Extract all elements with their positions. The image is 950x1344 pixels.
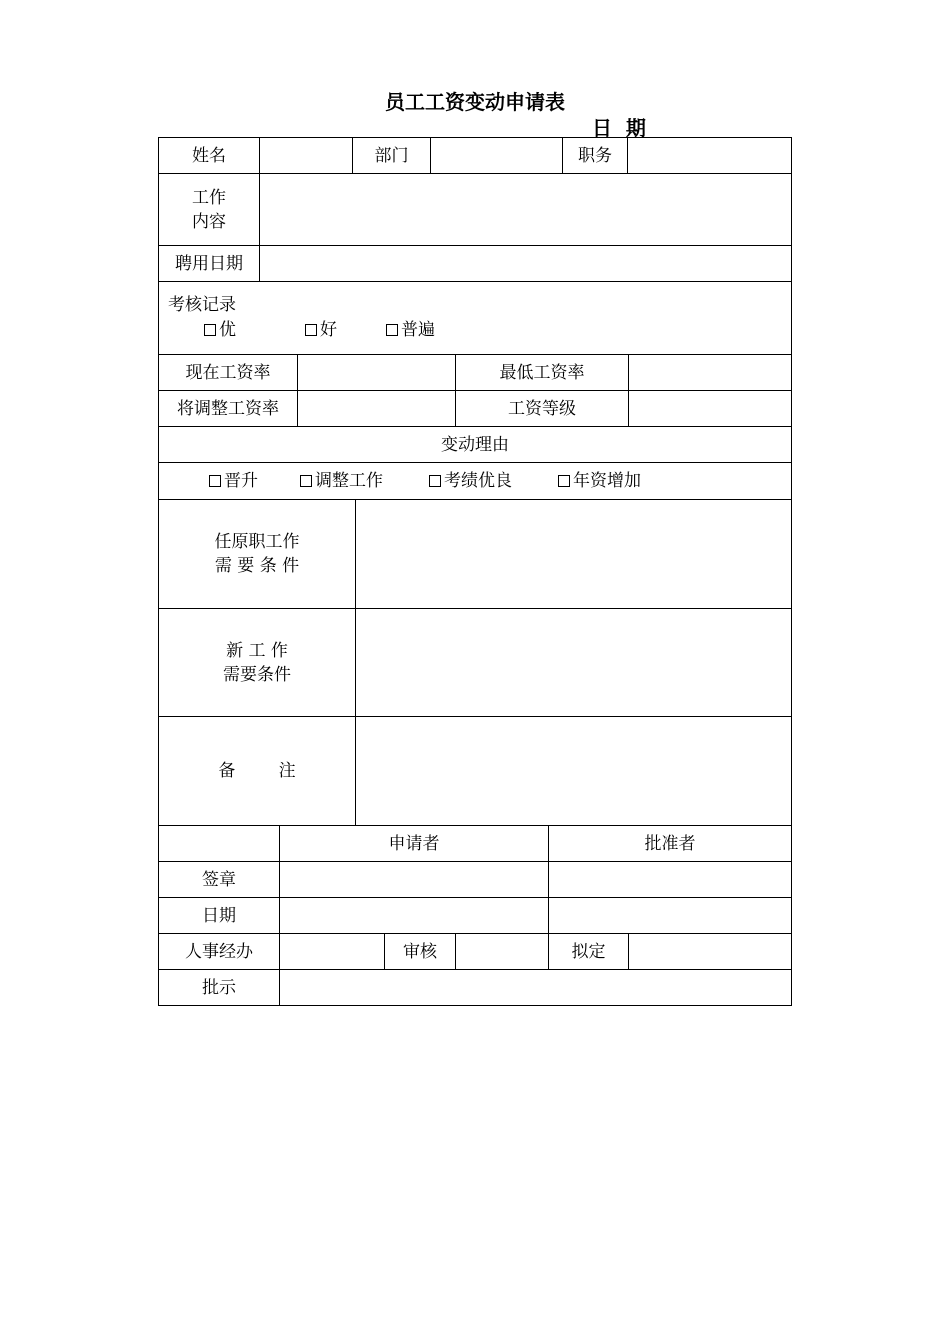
remarks-label: 备 注 — [158, 716, 355, 825]
date-heading: 日 期 — [592, 116, 646, 140]
review-label: 审核 — [384, 933, 455, 969]
original-job-label-line1: 任原职工作 — [214, 532, 300, 552]
name-label: 姓名 — [158, 137, 259, 173]
position-label: 职务 — [562, 137, 627, 173]
draft-label: 拟定 — [548, 933, 628, 969]
option-label: 考绩优良 — [444, 471, 512, 491]
hr-handler-label: 人事经办 — [158, 933, 279, 969]
min-wage-label: 最低工资率 — [455, 354, 628, 390]
original-job-label-line2: 需 要 条 件 — [214, 556, 300, 576]
table-frame — [158, 137, 792, 1006]
new-job-label-line1: 新 工 作 — [226, 640, 288, 661]
option-label: 调整工作 — [315, 471, 383, 491]
instruction-label: 批示 — [158, 969, 279, 1006]
change-reason-label: 变动理由 — [158, 426, 791, 462]
approver-label: 批准者 — [548, 825, 791, 861]
adjusted-wage-label: 将调整工资率 — [158, 390, 297, 426]
hire-date-label: 聘用日期 — [158, 245, 259, 281]
signature-label: 签章 — [158, 861, 279, 897]
assessment-label: 考核记录 — [168, 295, 236, 315]
work-content-label-line2: 内容 — [192, 211, 226, 232]
option-label: 好 — [320, 320, 337, 340]
work-content-label-line1: 工作 — [192, 187, 226, 208]
sign-date-label: 日期 — [158, 897, 279, 933]
wage-grade-label: 工资等级 — [455, 390, 628, 426]
applicant-label: 申请者 — [279, 825, 548, 861]
department-label: 部门 — [352, 137, 430, 173]
option-label: 晋升 — [224, 471, 258, 491]
new-job-label-line2: 需要条件 — [223, 664, 291, 685]
current-wage-label: 现在工资率 — [158, 354, 297, 390]
option-label: 优 — [219, 320, 236, 340]
option-label: 普遍 — [401, 320, 435, 340]
form-title: 员工工资变动申请表 — [385, 90, 565, 114]
option-label: 年资增加 — [573, 471, 641, 491]
